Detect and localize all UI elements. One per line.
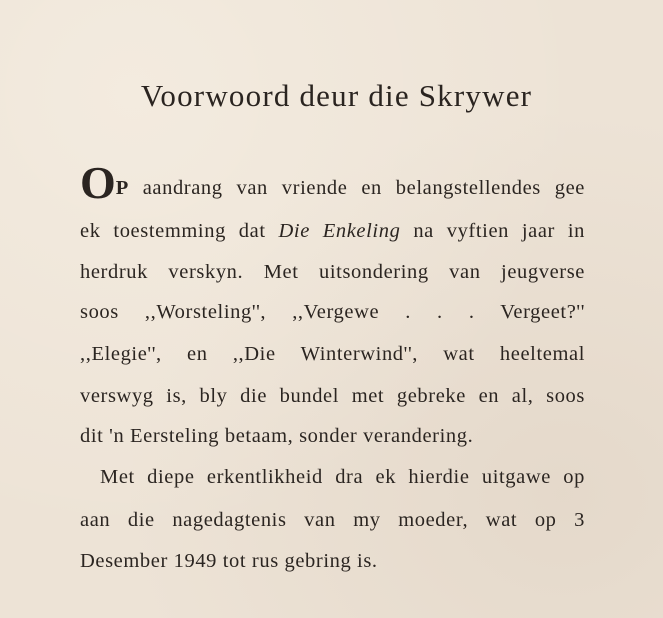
paragraph-1-line-1-text: aandrang van vriende en belangstellendes gee [142, 177, 585, 199]
paragraph-1-line-6: verswyg is, bly die bundel met gebreke en al, soos [80, 385, 585, 407]
paragraph-1-line-5: ,,Elegie'', en ,,Die Winterwind'', wat heeltemal [80, 343, 585, 365]
paragraph-2-line-2: aan die nagedagtenis van my moeder, wat op 3 [80, 509, 585, 531]
paragraph-2-line-1: Met diepe erkentlikheid dra ek hierdie uitgawe op [100, 466, 585, 488]
paragraph-2-line-3: Desember 1949 tot rus gebring is. [80, 550, 378, 572]
paragraph-1-line-1 [80, 157, 585, 208]
paragraph-1-line-2 [80, 220, 585, 243]
book-title-italic: Die Enkeling [278, 220, 401, 242]
paragraph-1-line-4: soos ,,Worsteling'', ,,Vergewe . . . Vergeet?'' [80, 301, 585, 323]
drop-cap-continuation: P [115, 177, 129, 199]
drop-cap: O [80, 157, 116, 208]
paragraph-1-line-2-a: ek toestemming dat [80, 220, 266, 242]
paragraph-1-line-7: dit 'n Eersteling betaam, sonder verandering. [80, 425, 474, 447]
paragraph-1-line-3: herdruk verskyn. Met uitsondering van jeugverse [80, 261, 585, 283]
paragraph-1-line-2-b: na vyftien jaar in [413, 220, 585, 242]
page-title: Voorwoord deur die Skrywer [140, 78, 533, 113]
